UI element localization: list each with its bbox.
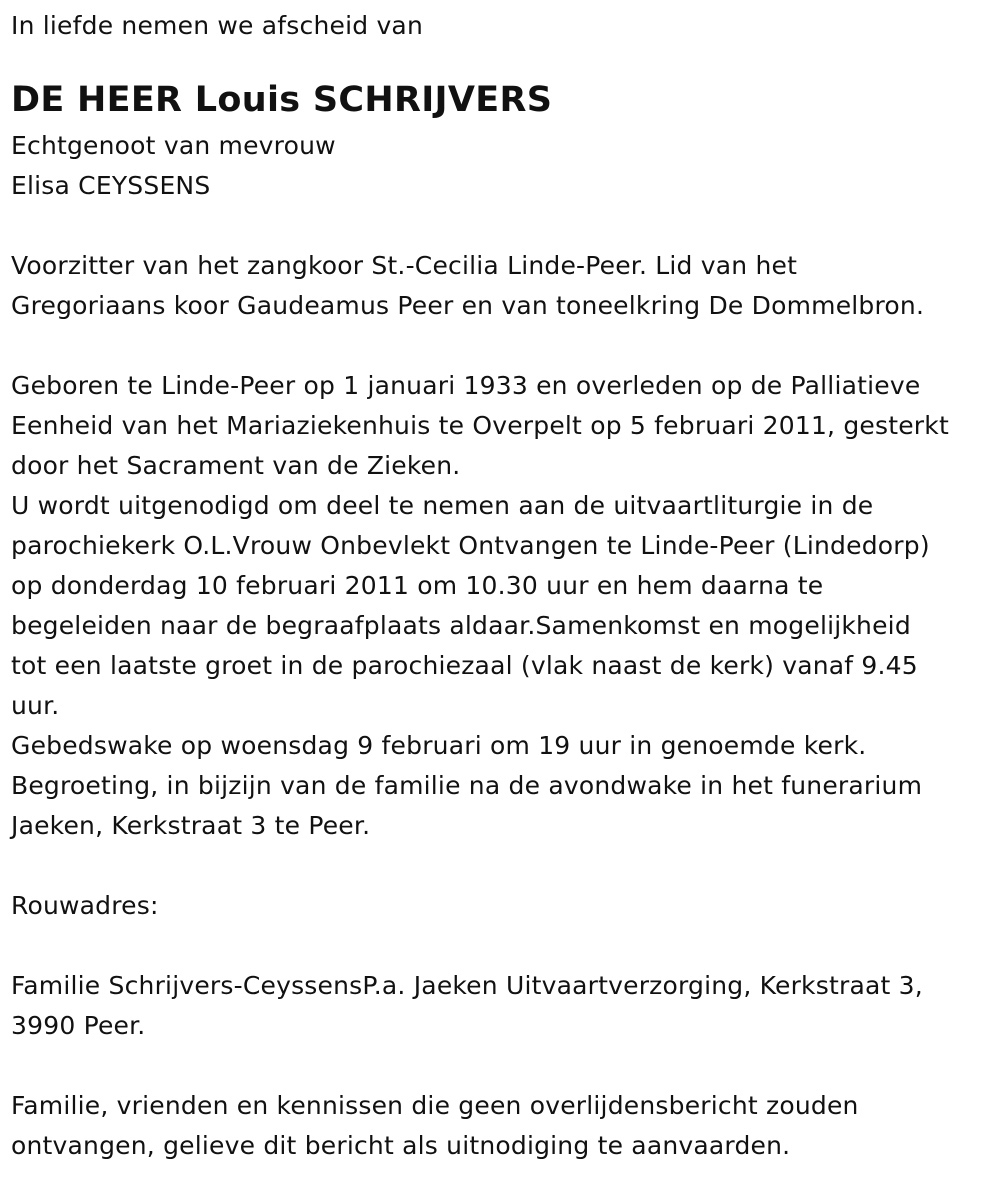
spacer: [11, 326, 991, 366]
intro-text: In liefde nemen we afscheid van: [11, 11, 423, 40]
detail-line: Begroeting, in bijzijn van de familie na de avondwake in het funerarium: [11, 771, 923, 800]
address-line: Familie Schrijvers-CeyssensP.a. Jaeken Uitvaartverzorging, Kerkstraat 3,: [11, 971, 923, 1000]
obituary-notice: [11, 8, 991, 1166]
deceased-name: DE HEER Louis SCHRIJVERS: [11, 80, 553, 120]
spacer: [11, 926, 991, 966]
spouse-name: Elisa CEYSSENS: [11, 171, 211, 200]
rouwadres-label: Rouwadres:: [11, 891, 159, 920]
detail-line: Eenheid van het Mariaziekenhuis te Overpelt op 5 februari 2011, gesterkt: [11, 411, 949, 440]
detail-line: Gebedswake op woensdag 9 februari om 19 uur in genoemde kerk.: [11, 731, 867, 760]
spacer: [11, 846, 991, 886]
detail-line: Geboren te Linde-Peer op 1 januari 1933 en overleden op de Palliatieve: [11, 371, 921, 400]
detail-line: U wordt uitgenodigd om deel te nemen aan de uitvaartliturgie in de: [11, 491, 874, 520]
detail-line: Jaeken, Kerkstraat 3 te Peer.: [11, 811, 371, 840]
address-line: 3990 Peer.: [11, 1011, 146, 1040]
spacer: [11, 1046, 991, 1086]
detail-line: tot een laatste groet in de parochiezaal (vlak naast de kerk) vanaf 9.45: [11, 651, 918, 680]
spouse-line: Echtgenoot van mevrouw: [11, 131, 336, 160]
detail-line: parochiekerk O.L.Vrouw Onbevlekt Ontvangen te Linde-Peer (Lindedorp): [11, 531, 930, 560]
detail-line: begeleiden naar de begraafplaats aldaar.Samenkomst en mogelijkheid: [11, 611, 911, 640]
detail-line: uur.: [11, 691, 60, 720]
detail-line: door het Sacrament van de Zieken.: [11, 451, 461, 480]
spacer: [11, 206, 991, 246]
membership-line: Voorzitter van het zangkoor St.-Cecilia Linde-Peer. Lid van het: [11, 251, 798, 280]
membership-line: Gregoriaans koor Gaudeamus Peer en van toneelkring De Dommelbron.: [11, 291, 925, 320]
closing-line: Familie, vrienden en kennissen die geen overlijdensbericht zouden: [11, 1091, 859, 1120]
detail-line: op donderdag 10 februari 2011 om 10.30 uur en hem daarna te: [11, 571, 824, 600]
closing-line: ontvangen, gelieve dit bericht als uitnodiging te aanvaarden.: [11, 1131, 791, 1160]
